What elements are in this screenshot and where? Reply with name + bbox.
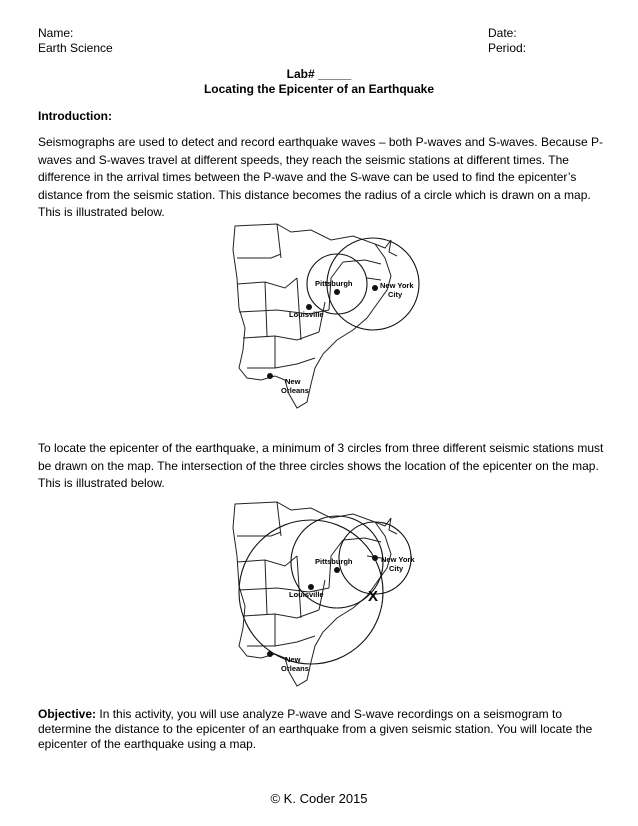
page-title: Locating the Epicenter of an Earthquake [203,82,435,96]
map-one-circle [225,218,425,416]
label-new-orleans: New [285,377,301,386]
label-pittsburgh: Pittsburgh [315,557,353,566]
dot-pittsburgh [334,567,340,573]
objective-line-3: epicenter of the earthquake using a map. [38,737,257,751]
epicenter-x-mark: X [368,588,379,605]
dot-new-york [372,285,378,291]
objective-label: Objective: [38,707,97,721]
intro-line: difference in the arrival times between the P-wave and the S-wave can be used to find the epicenter’s [38,170,577,184]
intro-line: distance from the seismic station. This distance becomes the radius of a circle which is drawn on a map. [38,187,591,202]
period-label: Period: [488,41,527,55]
course-label: Earth Science [38,41,113,55]
label-new-york: New York [380,281,414,290]
intro-line: Seismographs are used to detect and record earthquake waves – both P-waves and S-waves. Because P- [38,135,603,149]
date-label: Date: [488,26,517,40]
map-three-circles [225,496,425,694]
objective-paragraph [38,707,628,752]
label-louisville: Louisville [289,590,324,599]
dot-pittsburgh [334,289,340,295]
station-dots [267,285,378,379]
label-new-york: New York [381,555,415,564]
intro-line: waves and S-waves travel at different speeds, they reach the seismic stations at different times. The [38,152,569,167]
label-new-orleans-2: Orleans [281,386,309,395]
dot-new-orleans [267,373,273,379]
intro-line: This is illustrated below. [38,205,165,219]
label-louisville: Louisville [289,310,324,319]
introduction-heading: Introduction: [38,109,112,123]
label-new-york-city: City [389,564,404,573]
dot-new-orleans [267,651,273,657]
distance-circles [239,516,411,664]
para-line: be drawn on the map. The intersection of the three circles shows the location of the epicenter on the map. [38,458,599,473]
objective-line-1: In this activity, you will use analyze P-wave and S-wave recordings on a seismogram to [96,707,563,721]
name-label: Name: [38,26,74,40]
label-pittsburgh: Pittsburgh [315,279,353,288]
epicenter-paragraph [38,440,623,493]
lab-number: Lab# _____ [286,67,352,81]
introduction-paragraph [38,134,618,222]
dot-new-york [372,555,378,561]
label-new-york-city: City [388,290,403,299]
para-line: To locate the epicenter of the earthquake, a minimum of 3 circles from three different seismic stations must [38,441,604,455]
label-new-orleans: New [285,655,301,664]
para-line: This is illustrated below. [38,476,165,490]
copyright-footer: © K. Coder 2015 [270,791,368,806]
label-new-orleans-2: Orleans [281,664,309,673]
objective-line-2: determine the distance to the epicenter of an earthquake from a given seismic station. You will locate the [38,722,593,736]
